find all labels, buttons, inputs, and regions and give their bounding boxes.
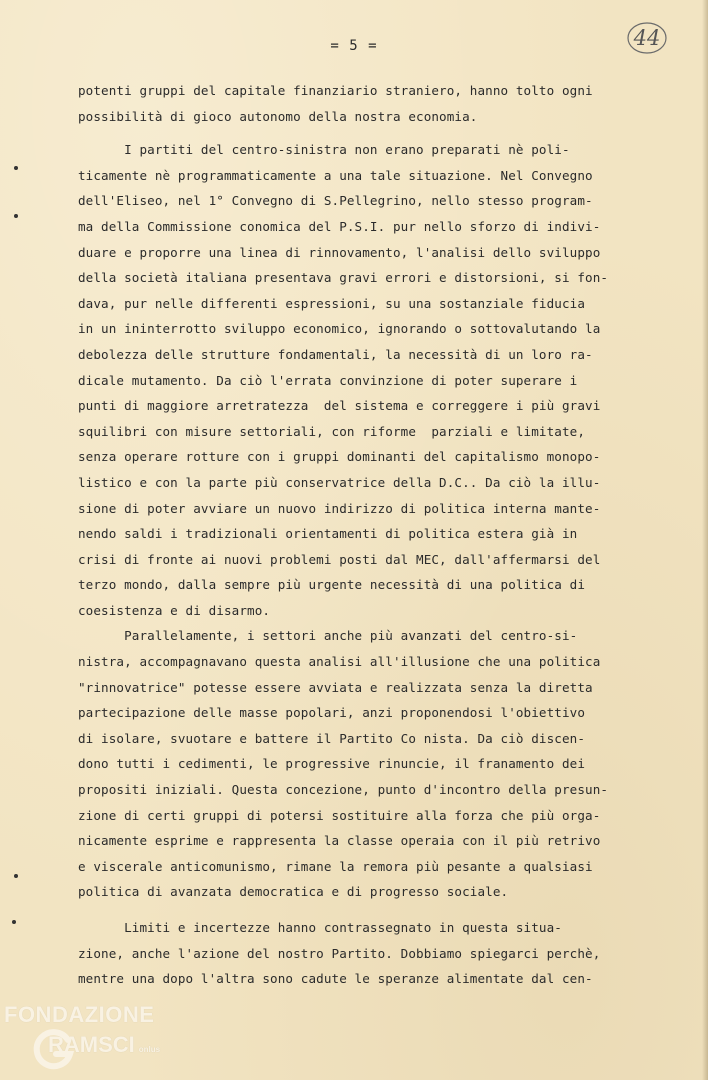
text-line: sione di poter avviare un nuovo indirizzo di politica interna mante- xyxy=(78,500,601,516)
text-line: coesistenza e di disarmo. xyxy=(78,602,271,618)
text-line: nicamente esprime e rappresenta la classe operaia con il più retrivo xyxy=(78,833,601,849)
text-line: politica di avanzata democratica e di progresso sociale. xyxy=(78,884,509,900)
text-line: di isolare, svuotare e battere il Partito Co nista. Da ciò discen- xyxy=(78,730,586,746)
text-line: Parallelamente, i settori anche più avanzati del centro-si- xyxy=(78,628,578,644)
text-line: listico e con la parte più conservatrice della D.C.. Da ciò la illu- xyxy=(78,474,601,490)
text-line: debolezza delle strutture fondamentali, la necessità di un loro ra- xyxy=(78,346,593,362)
text-line: mentre una dopo l'altra sono cadute le speranze alimentate dal cen- xyxy=(78,971,593,987)
gramsci-g-icon xyxy=(32,1028,76,1072)
text-line: punti di maggiore arretratezza del sistema e correggere i più gravi xyxy=(78,398,601,414)
text-line: crisi di fronte ai nuovi problemi posti dal MEC, dall'affermarsi del xyxy=(78,551,601,567)
text-line: Limiti e incertezze hanno contrassegnato in questa situa- xyxy=(78,920,562,935)
text-line: possibilità di gioco autonomo della nostra economia. xyxy=(78,108,478,124)
text-line: nendo saldi i tradizionali orientamenti di politica estera già in xyxy=(78,526,578,542)
archive-number-stamp xyxy=(626,20,668,56)
text-line: ma della Commissione conomica del P.S.I. pur nello sforzo di indivi- xyxy=(78,218,601,234)
margin-dot-icon xyxy=(14,166,18,170)
page-edge-shadow xyxy=(702,0,708,1080)
text-line: potenti gruppi del capitale finanziario straniero, hanno tolto ogni xyxy=(78,83,593,98)
text-line: nistra, accompagnavano questa analisi all'illusione che una politica xyxy=(78,654,601,670)
text-line: partecipazione delle masse popolari, anzi proponendosi l'obiettivo xyxy=(78,705,586,721)
archive-watermark xyxy=(4,1002,184,1072)
text-line: della società italiana presentava gravi errori e distorsioni, si fon- xyxy=(78,270,609,286)
margin-dot-icon xyxy=(14,874,18,878)
text-line: dono tutti i cedimenti, le progressive rinuncie, il franamento dei xyxy=(78,756,586,772)
text-line: dell'Eliseo, nel 1° Convegno di S.Pellegrino, nello stesso program- xyxy=(78,193,593,209)
watermark-line2: RAMSCI xyxy=(48,1032,135,1057)
watermark-suffix: onlus xyxy=(138,1045,161,1054)
text-line: "rinnovatrice" potesse essere avviata e realizzata senza la diretta xyxy=(78,679,593,695)
text-line: dicale mutamento. Da ciò l'errata convinzione di poter superare i xyxy=(78,372,578,388)
margin-dot-icon xyxy=(12,920,16,924)
text-line: e viscerale anticomunismo, rimane la remora più pesante a qualsiasi xyxy=(78,858,593,874)
text-line: in un ininterrotto sviluppo economico, ignorando o sottovalutando la xyxy=(78,321,601,337)
margin-dot-icon xyxy=(14,214,18,218)
text-line: senza operare rotture con i gruppi dominanti del capitalismo monopo- xyxy=(78,449,601,465)
text-line: zione, anche l'azione del nostro Partito. Dobbiamo spiegarci perchè, xyxy=(78,945,601,961)
text-line: dava, pur nelle differenti espressioni, su una sostanziale fiducia xyxy=(78,295,586,311)
text-line: propositi iniziali. Questa concezione, punto d'incontro della presun- xyxy=(78,782,609,798)
text-line: duare e proporre una linea di rinnovamento, l'analisi dello sviluppo xyxy=(78,244,601,260)
text-line: zione di certi gruppi di potersi sostituire alla forza che più orga- xyxy=(78,807,601,823)
page-number: = 5 = xyxy=(330,38,378,54)
archive-number: 44 xyxy=(633,26,661,50)
text-line: ticamente nè programmaticamente a una tale situazione. Nel Convegno xyxy=(78,167,593,183)
text-line: I partiti del centro-sinistra non erano preparati nè poli- xyxy=(78,142,570,158)
body-text xyxy=(78,78,678,992)
text-line: squilibri con misure settoriali, con riforme parziali e limitate, xyxy=(78,423,586,439)
watermark-line1: FONDAZIONE xyxy=(4,1002,155,1027)
text-line: terzo mondo, dalla sempre più urgente necessità di una politica di xyxy=(78,577,586,593)
